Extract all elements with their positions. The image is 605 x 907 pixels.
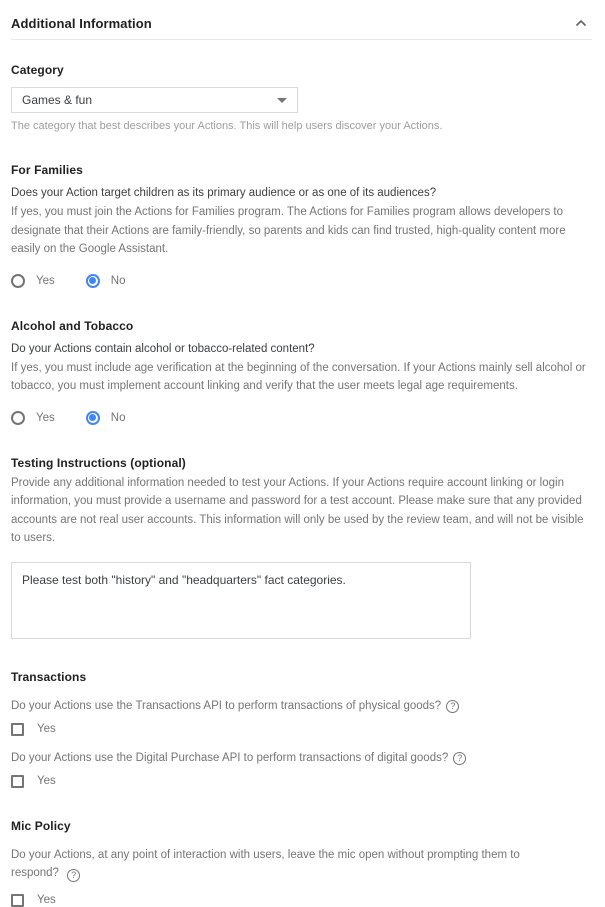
for-families-yes-radio[interactable] <box>11 274 55 288</box>
category-field <box>11 63 592 132</box>
testing-instructions-description: Provide any additional information needed to test your Actions. If your Actions require account linking or login information, you must provide a username and password for a test account. Please make sure that any provided accounts are not real user accounts. This information will only be used by the review team, and will not be visible to users. <box>11 476 584 544</box>
mic-policy-section <box>11 819 592 907</box>
alcohol-tobacco-description: If yes, you must include age verification at the beginning of the conversation. If your Actions mainly sell alcohol or tobacco, you must implement account linking and verify that the user meets legal age requirements. <box>11 361 586 392</box>
checkbox-unchecked-icon <box>11 894 24 907</box>
transactions-physical-yes-checkbox[interactable] <box>11 723 592 736</box>
checkbox-label: Yes <box>37 894 56 906</box>
mic-policy-yes-checkbox[interactable] <box>11 894 592 907</box>
radio-selected-icon <box>86 274 100 288</box>
collapse-section-button[interactable] <box>572 14 590 32</box>
caret-down-icon <box>277 98 287 103</box>
for-families-radio-group <box>11 274 592 288</box>
question-text: Do your Actions use the Transactions API to perform transactions of physical goods? <box>11 700 442 712</box>
section-header <box>11 0 592 40</box>
alcohol-tobacco-no-radio[interactable] <box>86 411 126 425</box>
for-families-title: For Families <box>11 163 83 177</box>
radio-label: Yes <box>36 274 55 287</box>
question-text: Do your Actions, at any point of interaction with users, leave the mic open without prompting them to respond? <box>11 848 520 879</box>
checkbox-unchecked-icon <box>11 723 24 736</box>
transactions-title: Transactions <box>11 669 87 684</box>
chevron-up-icon <box>575 19 587 27</box>
for-families-question: Does your Action target children as its primary audience or as one of its audiences? <box>11 187 437 199</box>
alcohol-tobacco-radio-group <box>11 411 592 425</box>
category-select[interactable] <box>11 87 298 113</box>
transactions-digital-question <box>11 752 592 765</box>
transactions-physical-question <box>11 700 592 713</box>
alcohol-tobacco-yes-radio[interactable] <box>11 411 55 425</box>
alcohol-tobacco-question: Do your Actions contain alcohol or tobacco-related content? <box>11 342 315 355</box>
category-label: Category <box>11 63 64 77</box>
radio-unselected-icon <box>11 411 25 425</box>
for-families-no-radio[interactable] <box>86 274 126 288</box>
testing-instructions-section <box>11 456 592 639</box>
checkbox-label: Yes <box>37 723 56 735</box>
for-families-section <box>11 163 592 288</box>
testing-instructions-title: Testing Instructions (optional) <box>11 455 186 470</box>
radio-label: No <box>110 411 126 424</box>
alcohol-tobacco-section <box>11 319 592 425</box>
transactions-section <box>11 670 592 788</box>
transactions-digital-yes-checkbox[interactable] <box>11 775 592 788</box>
help-icon[interactable]: ? <box>67 869 80 882</box>
radio-label: No <box>110 274 126 287</box>
testing-instructions-input[interactable] <box>11 562 471 639</box>
help-icon[interactable]: ? <box>453 752 466 765</box>
help-icon[interactable]: ? <box>446 700 459 713</box>
radio-unselected-icon <box>11 274 25 288</box>
question-text: Do your Actions use the Digital Purchase API to perform transactions of digital goods? <box>11 752 449 764</box>
category-helper-text: The category that best describes your Actions. This will help users discover your Actions. <box>11 120 443 132</box>
checkbox-label: Yes <box>37 775 56 787</box>
checkbox-unchecked-icon <box>11 775 24 788</box>
for-families-description: If yes, you must join the Actions for Families program. The Actions for Families program allows developers to designate that their Actions are family-friendly, so parents and kids can find trusted, high-quality content more easily on the Google Assistant. <box>11 206 566 255</box>
alcohol-tobacco-title: Alcohol and Tobacco <box>11 318 134 333</box>
page-title: Additional Information <box>11 15 152 31</box>
mic-policy-question <box>11 846 559 883</box>
radio-label: Yes <box>36 411 55 424</box>
category-selected-value: Games & fun <box>22 93 93 107</box>
mic-policy-title: Mic Policy <box>11 818 71 833</box>
radio-selected-icon <box>86 411 100 425</box>
